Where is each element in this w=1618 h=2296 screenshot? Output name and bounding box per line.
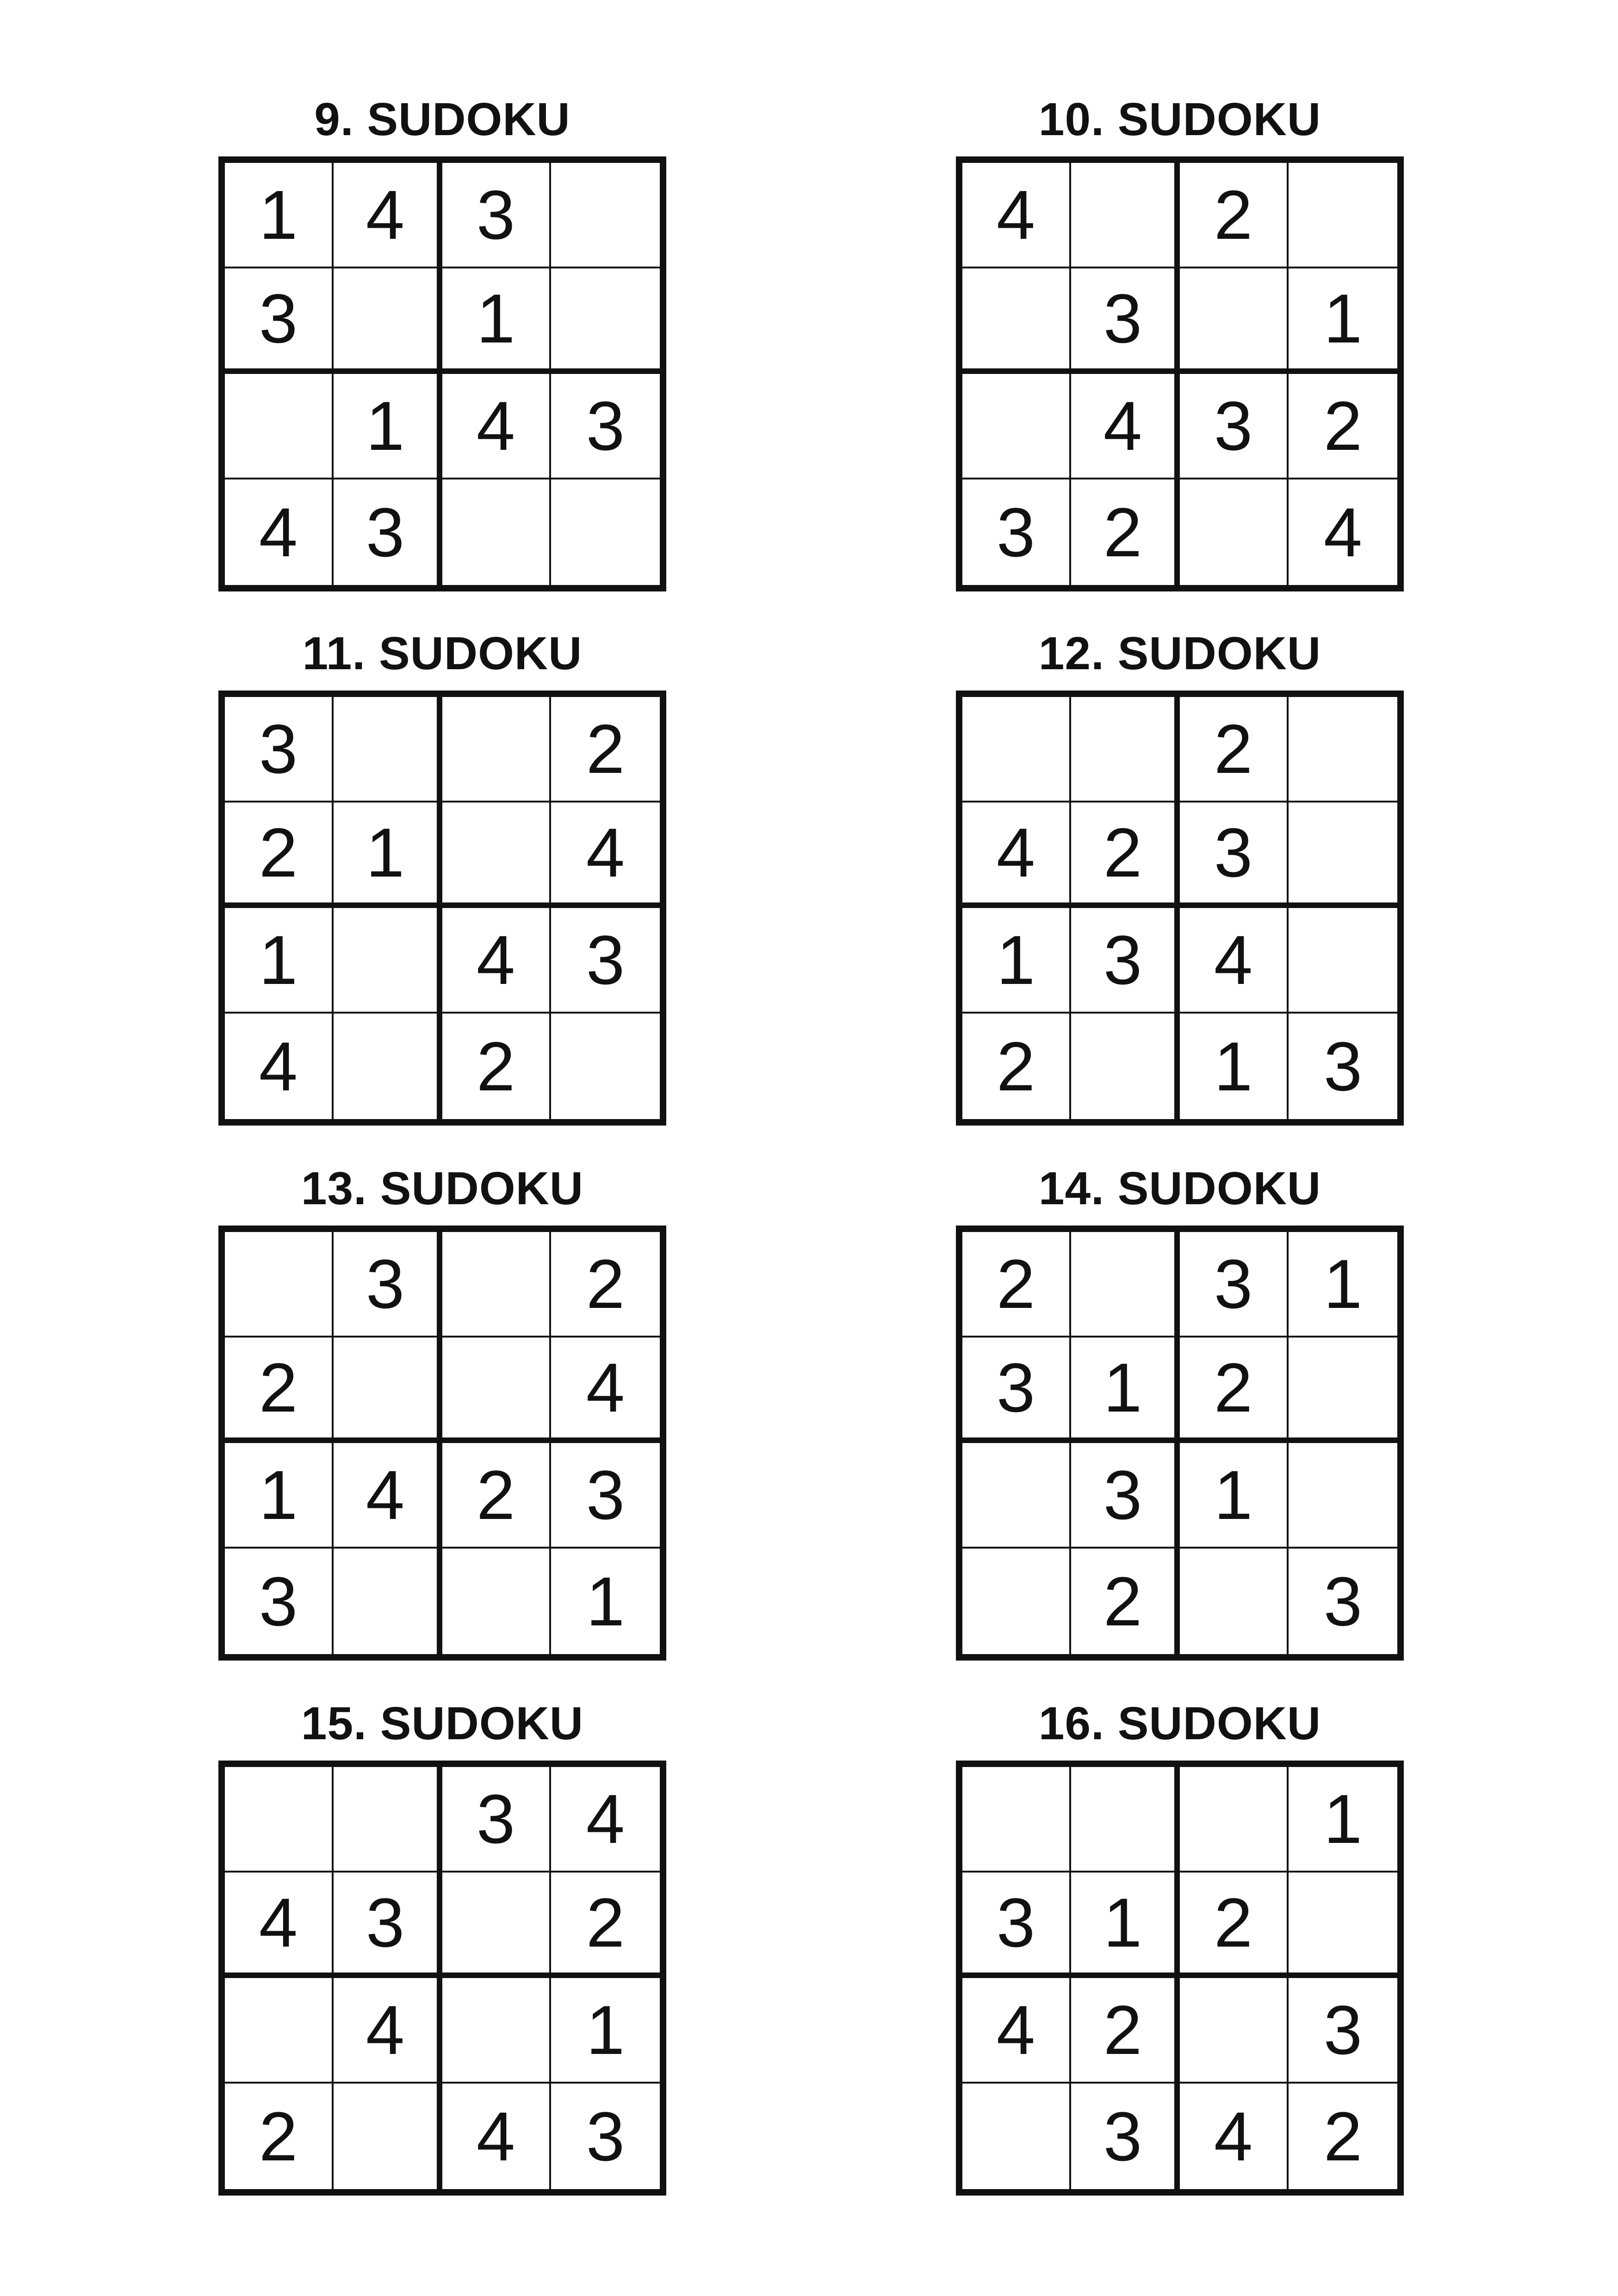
sudoku-cell[interactable]: 2 — [1071, 479, 1180, 585]
puzzle-title: 11. SUDOKU — [302, 628, 583, 679]
sudoku-cell[interactable] — [962, 268, 1071, 374]
sudoku-cell[interactable]: 3 — [225, 268, 334, 374]
sudoku-cell[interactable]: 4 — [225, 1014, 334, 1119]
sudoku-cell[interactable]: 1 — [334, 803, 442, 908]
sudoku-cell[interactable]: 3 — [1289, 1978, 1397, 2084]
sudoku-cell[interactable] — [962, 2084, 1071, 2189]
sudoku-cell[interactable]: 2 — [225, 1338, 334, 1443]
sudoku-cell[interactable] — [334, 1014, 442, 1119]
sudoku-cell[interactable] — [1071, 1232, 1180, 1338]
sudoku-cell[interactable] — [334, 908, 442, 1014]
sudoku-cell[interactable]: 4 — [551, 1338, 660, 1443]
sudoku-cell[interactable]: 1 — [586, 1562, 625, 1640]
sudoku-grid — [218, 1226, 666, 1661]
sudoku-cell[interactable] — [1071, 1767, 1180, 1873]
puzzle-title: 15. SUDOKU — [301, 1698, 584, 1749]
sudoku-grid — [218, 156, 666, 591]
sudoku-grid — [218, 1761, 666, 2196]
sudoku-cell[interactable] — [1289, 163, 1397, 268]
sudoku-cell[interactable] — [442, 479, 551, 585]
sudoku-cell[interactable]: 4 — [1180, 908, 1289, 1014]
sudoku-cell[interactable]: 2 — [1071, 1549, 1180, 1654]
sudoku-cell[interactable]: 4 — [1071, 374, 1180, 479]
sudoku-cell[interactable]: 3 — [442, 163, 551, 268]
sudoku-cell[interactable] — [962, 374, 1071, 479]
sudoku-cell[interactable]: 4 — [442, 908, 551, 1014]
sudoku-cell[interactable]: 4 — [1323, 493, 1363, 571]
sudoku-cell[interactable] — [1071, 1014, 1180, 1119]
sudoku-cell[interactable]: 3 — [551, 374, 660, 479]
sudoku-cell[interactable] — [1071, 697, 1180, 803]
sudoku-cell[interactable] — [334, 1549, 442, 1654]
sudoku-cell[interactable] — [334, 268, 442, 374]
sudoku-cell[interactable]: 3 — [334, 1873, 442, 1978]
sudoku-cell[interactable] — [1180, 1978, 1289, 2084]
sudoku-cell[interactable] — [962, 1443, 1071, 1549]
sudoku-cell[interactable]: 2 — [1071, 1978, 1180, 2084]
sudoku-cell[interactable]: 3 — [1180, 803, 1289, 908]
sudoku-cell[interactable]: 4 — [551, 1767, 660, 1873]
sudoku-cell[interactable] — [1289, 697, 1397, 803]
sudoku-cell[interactable]: 1 — [1289, 1232, 1397, 1338]
sudoku-cell[interactable]: 2 — [1180, 1338, 1289, 1443]
sudoku-cell[interactable]: 3 — [1071, 2084, 1180, 2189]
sudoku-cell[interactable]: 3 — [334, 479, 442, 585]
sudoku-cell[interactable] — [334, 1767, 442, 1873]
sudoku-grid — [956, 156, 1404, 591]
sudoku-cell[interactable]: 1 — [1071, 1873, 1180, 1978]
puzzle-title: 14. SUDOKU — [1038, 1163, 1321, 1214]
puzzle-title: 16. SUDOKU — [1038, 1698, 1321, 1749]
sudoku-cell[interactable]: 2 — [1180, 163, 1289, 268]
sudoku-cell[interactable]: 2 — [962, 1014, 1071, 1119]
sudoku-cell[interactable]: 2 — [442, 1014, 551, 1119]
sudoku-cell[interactable]: 4 — [962, 803, 1071, 908]
sudoku-cell[interactable]: 4 — [442, 374, 551, 479]
sudoku-cell[interactable]: 3 — [962, 1873, 1071, 1978]
sudoku-cell[interactable]: 3 — [442, 1767, 551, 1873]
puzzle-title: 10. SUDOKU — [1038, 93, 1321, 145]
sudoku-cell[interactable]: 3 — [1323, 1562, 1363, 1640]
sudoku-cell[interactable]: 2 — [551, 1873, 660, 1978]
sudoku-cell[interactable]: 4 — [1180, 2084, 1289, 2189]
sudoku-cell[interactable]: 3 — [1180, 374, 1289, 479]
sudoku-cell[interactable] — [1289, 803, 1397, 908]
puzzle-title: 12. SUDOKU — [1038, 628, 1321, 679]
sudoku-cell[interactable] — [442, 1978, 551, 2084]
sudoku-cell[interactable] — [1180, 268, 1289, 374]
sudoku-cell[interactable] — [1180, 479, 1289, 585]
sudoku-cell[interactable] — [442, 1338, 551, 1443]
sudoku-cell[interactable] — [334, 2084, 442, 2189]
sudoku-cell[interactable] — [551, 1014, 660, 1119]
sudoku-cell[interactable]: 3 — [225, 697, 334, 803]
sudoku-cell[interactable]: 2 — [1289, 374, 1397, 479]
sudoku-cell[interactable]: 4 — [442, 2084, 551, 2189]
puzzle-title: 9. SUDOKU — [314, 93, 570, 145]
sudoku-cell[interactable]: 1 — [225, 163, 334, 268]
sudoku-cell[interactable]: 2 — [1180, 697, 1289, 803]
sudoku-cell[interactable]: 3 — [962, 1338, 1071, 1443]
sudoku-cell[interactable]: 3 — [1323, 1027, 1363, 1105]
sudoku-grid — [218, 691, 666, 1126]
sudoku-cell[interactable] — [1289, 1873, 1397, 1978]
sudoku-cell[interactable]: 4 — [962, 1978, 1071, 2084]
sudoku-cell[interactable]: 2 — [1071, 803, 1180, 908]
sudoku-cell[interactable]: 4 — [225, 479, 334, 585]
sudoku-cell[interactable] — [1289, 908, 1397, 1014]
sudoku-cell[interactable]: 3 — [334, 1232, 442, 1338]
sudoku-cell[interactable] — [551, 163, 660, 268]
sudoku-grid — [956, 1226, 1404, 1661]
sudoku-cell[interactable]: 4 — [225, 1873, 334, 1978]
sudoku-cell[interactable] — [225, 1232, 334, 1338]
sudoku-cell[interactable]: 1 — [225, 908, 334, 1014]
sudoku-cell[interactable] — [1180, 1549, 1289, 1654]
sudoku-grid — [956, 1761, 1404, 2196]
sudoku-cell[interactable]: 2 — [442, 1443, 551, 1549]
sudoku-cell[interactable]: 1 — [1071, 1338, 1180, 1443]
sudoku-cell[interactable]: 1 — [962, 908, 1071, 1014]
sudoku-cell[interactable]: 4 — [962, 163, 1071, 268]
sudoku-cell[interactable]: 3 — [225, 1549, 334, 1654]
sudoku-cell[interactable] — [225, 1978, 334, 2084]
sudoku-cell[interactable]: 2 — [551, 697, 660, 803]
sudoku-cell[interactable] — [442, 697, 551, 803]
sudoku-cell[interactable]: 1 — [1180, 1443, 1289, 1549]
sudoku-cell[interactable]: 3 — [1071, 268, 1180, 374]
sudoku-cell[interactable] — [551, 268, 660, 374]
sudoku-cell[interactable]: 4 — [334, 163, 442, 268]
sudoku-cell[interactable] — [442, 1549, 551, 1654]
sudoku-cell[interactable] — [442, 1232, 551, 1338]
sudoku-cell[interactable]: 1 — [334, 374, 442, 479]
sudoku-cell[interactable] — [225, 374, 334, 479]
sudoku-cell[interactable]: 1 — [551, 1978, 660, 2084]
sudoku-cell[interactable] — [962, 697, 1071, 803]
sudoku-cell[interactable] — [1071, 163, 1180, 268]
sudoku-cell[interactable]: 1 — [1180, 1014, 1289, 1119]
sudoku-cell[interactable]: 1 — [1289, 268, 1397, 374]
sudoku-cell[interactable]: 3 — [1180, 1232, 1289, 1338]
sudoku-cell[interactable] — [225, 1767, 334, 1873]
sudoku-cell[interactable] — [962, 1767, 1071, 1873]
sudoku-cell[interactable] — [442, 1873, 551, 1978]
sudoku-cell[interactable]: 1 — [442, 268, 551, 374]
sudoku-cell[interactable] — [442, 803, 551, 908]
sudoku-cell[interactable]: 2 — [225, 803, 334, 908]
sudoku-cell[interactable]: 2 — [225, 2084, 334, 2189]
sudoku-cell[interactable]: 3 — [551, 1443, 660, 1549]
sudoku-cell[interactable]: 3 — [962, 479, 1071, 585]
sudoku-cell[interactable]: 2 — [1180, 1873, 1289, 1978]
sudoku-cell[interactable] — [1289, 1338, 1397, 1443]
sudoku-cell[interactable] — [962, 1549, 1071, 1654]
sudoku-cell[interactable] — [334, 1338, 442, 1443]
sudoku-cell[interactable]: 3 — [1071, 908, 1180, 1014]
sudoku-cell[interactable] — [551, 479, 660, 585]
puzzle-title: 13. SUDOKU — [301, 1163, 584, 1214]
sudoku-cell[interactable]: 4 — [551, 803, 660, 908]
sudoku-cell[interactable]: 1 — [225, 1443, 334, 1549]
sudoku-cell[interactable]: 3 — [586, 2097, 625, 2175]
sudoku-grid — [956, 691, 1404, 1126]
sudoku-cell[interactable]: 4 — [334, 1443, 442, 1549]
sudoku-cell[interactable]: 2 — [1323, 2097, 1363, 2175]
sudoku-cell[interactable] — [1289, 1443, 1397, 1549]
sudoku-cell[interactable]: 3 — [551, 908, 660, 1014]
sudoku-cell[interactable] — [334, 697, 442, 803]
sudoku-cell[interactable]: 1 — [1289, 1767, 1397, 1873]
sudoku-cell[interactable] — [1180, 1767, 1289, 1873]
sudoku-cell[interactable]: 2 — [551, 1232, 660, 1338]
sudoku-cell[interactable]: 3 — [1071, 1443, 1180, 1549]
sudoku-cell[interactable]: 2 — [962, 1232, 1071, 1338]
sudoku-cell[interactable]: 4 — [334, 1978, 442, 2084]
